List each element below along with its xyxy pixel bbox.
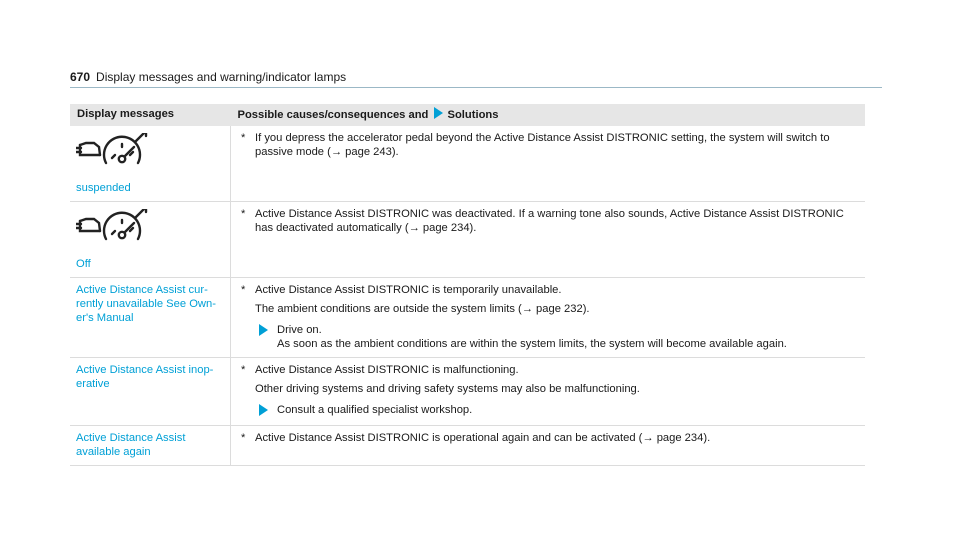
bullet-mark: * <box>241 132 246 144</box>
bullet-mark: * <box>241 284 246 296</box>
consequence-text: The ambient conditions are outside the system limits (→ page 232). <box>255 303 590 315</box>
bullet-text: Active Distance Assist DISTRONIC is temporarily unavailable. <box>255 284 562 296</box>
causes-cell <box>231 358 866 426</box>
causes-cell <box>231 202 866 278</box>
message-cell <box>70 202 231 278</box>
causes-cell <box>231 278 866 358</box>
bullet-text: Active Distance Assist DISTRONIC is operational again and can be activated (→ page 234). <box>255 432 711 444</box>
message-cell <box>70 278 231 358</box>
play-arrow-icon <box>259 404 268 416</box>
message-cell <box>70 126 231 202</box>
table-row <box>70 126 865 202</box>
message-label: suspended <box>76 182 131 194</box>
table-row <box>70 426 865 466</box>
bullet-mark: * <box>241 364 246 376</box>
column-header-causes <box>231 104 866 126</box>
list-item <box>239 431 857 445</box>
solution-step <box>255 323 857 351</box>
message-label: Active Distance Assist cur- rently unavailable See Own- er's Manual <box>76 284 216 324</box>
step-text: As soon as the ambient conditions are within the system limits, the system will become available again. <box>277 338 787 350</box>
list-item <box>239 363 857 377</box>
list-item <box>239 207 857 235</box>
play-arrow-icon <box>434 107 443 119</box>
page-header <box>70 70 882 88</box>
bullet-mark: * <box>241 208 246 220</box>
list-item <box>239 283 857 297</box>
distronic-distance-icon <box>76 209 222 247</box>
bullet-text: If you depress the accelerator pedal beyond the Active Distance Assist DISTRONIC setting, the system will switch to passive mode (→ page 243). <box>255 132 830 158</box>
display-messages-table <box>70 104 865 466</box>
message-label: Active Distance Assist available again <box>76 432 186 458</box>
column-header-causes-text: Possible causes/consequences and <box>237 109 429 121</box>
list-item <box>239 131 857 159</box>
table-row <box>70 358 865 426</box>
column-header-display-messages: Display messages <box>70 104 231 126</box>
page-number: 670 <box>70 70 91 84</box>
step-title: Drive on. <box>277 324 322 336</box>
distronic-distance-icon <box>76 133 222 171</box>
message-cell <box>70 358 231 426</box>
consequence-text: Other driving systems and driving safety systems may also be malfunctioning. <box>255 383 640 395</box>
bullet-text: Active Distance Assist DISTRONIC was deactivated. If a warning tone also sounds, Active Distance Assist DISTRONIC has deactivated automatically (→ page 234). <box>255 208 844 234</box>
column-header-solutions-text: Solutions <box>447 109 499 121</box>
message-cell <box>70 426 231 466</box>
table-row <box>70 278 865 358</box>
step-title: Consult a qualified specialist workshop. <box>277 404 473 416</box>
message-label: Off <box>76 258 91 270</box>
play-arrow-icon <box>259 324 268 336</box>
causes-cell <box>231 126 866 202</box>
solution-step <box>255 403 857 419</box>
bullet-mark: * <box>241 432 246 444</box>
table-row <box>70 202 865 278</box>
bullet-text: Active Distance Assist DISTRONIC is malfunctioning. <box>255 364 519 376</box>
page-title: Display messages and warning/indicator lamps <box>96 70 347 84</box>
message-label: Active Distance Assist inop- erative <box>76 364 214 390</box>
table-header-row <box>70 104 865 126</box>
causes-cell <box>231 426 866 466</box>
